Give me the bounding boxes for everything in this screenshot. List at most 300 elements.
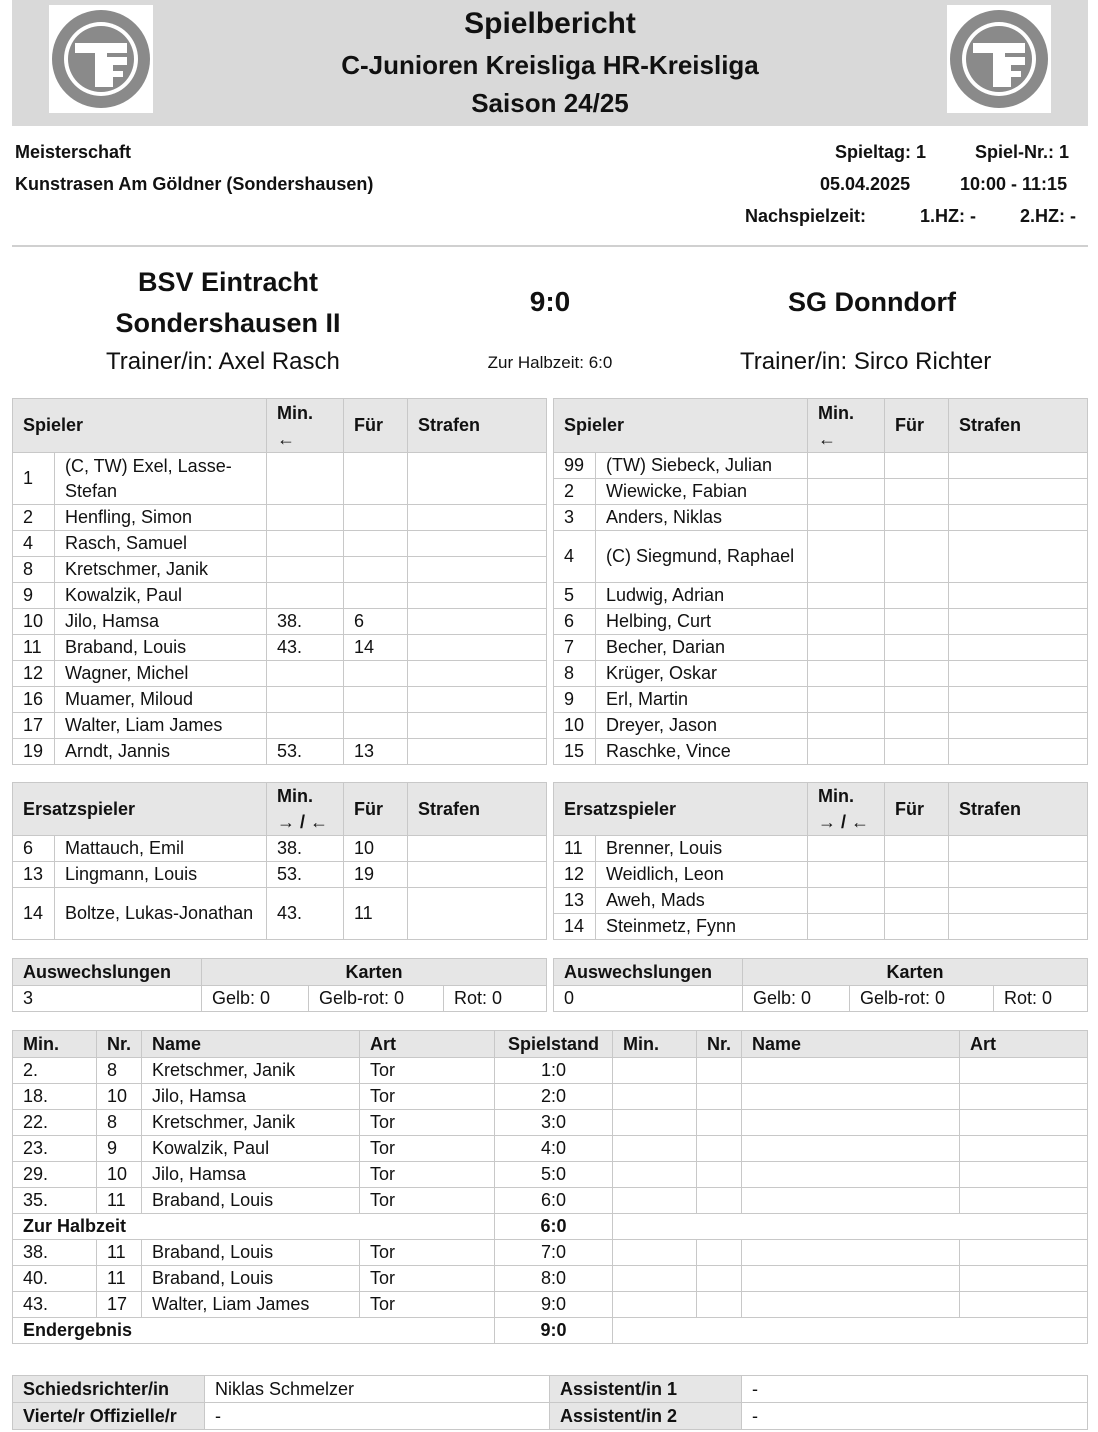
player-row <box>13 862 547 888</box>
venue: Kunstrasen Am Göldner (Sondershausen) <box>15 174 374 194</box>
goal-player-number: 10 <box>97 1084 142 1110</box>
away-goal-cell <box>697 1266 742 1292</box>
assistant2-label: Assistent/in 2 <box>550 1403 742 1430</box>
player-name: Weidlich, Leon <box>596 862 808 888</box>
col-minute-label: Min. <box>818 402 854 423</box>
player-row <box>13 836 547 862</box>
final-result-row <box>13 1318 1088 1344</box>
goal-player-number: 8 <box>97 1058 142 1084</box>
player-number: 9 <box>554 687 596 713</box>
player-name: Brenner, Louis <box>596 836 808 862</box>
penalties <box>949 453 1088 479</box>
sub-minute <box>808 609 885 635</box>
away-goal-cell <box>960 1162 1088 1188</box>
penalties <box>408 453 547 505</box>
penalties <box>408 531 547 557</box>
player-row <box>13 713 547 739</box>
penalties <box>949 713 1088 739</box>
col-minute <box>808 783 885 836</box>
player-number: 12 <box>13 661 55 687</box>
col-cards: Karten <box>202 959 547 986</box>
player-number: 6 <box>13 836 55 862</box>
away-goal-cell <box>960 1266 1088 1292</box>
player-name: Lingmann, Louis <box>55 862 267 888</box>
player-row <box>554 479 1088 505</box>
col-type-away: Art <box>960 1031 1088 1058</box>
away-goal-cell <box>742 1292 960 1318</box>
report-header <box>12 0 1088 126</box>
player-number: 10 <box>554 713 596 739</box>
sub-for <box>885 479 949 505</box>
player-number: 4 <box>13 531 55 557</box>
sub-minute <box>808 479 885 505</box>
col-for: Für <box>344 399 408 453</box>
sub-for <box>885 914 949 940</box>
col-substitutions: Auswechslungen <box>554 959 743 986</box>
penalties <box>949 609 1088 635</box>
sub-for <box>344 557 408 583</box>
goal-score: 4:0 <box>495 1136 613 1162</box>
match-date: 05.04.2025 <box>820 174 911 194</box>
goal-minute: 2. <box>13 1058 97 1084</box>
divider <box>12 245 1088 247</box>
goal-row <box>13 1266 1088 1292</box>
col-cards: Karten <box>743 959 1088 986</box>
player-name: Boltze, Lukas-Jonathan <box>55 888 267 940</box>
player-number: 9 <box>13 583 55 609</box>
player-name: Anders, Niklas <box>596 505 808 531</box>
col-penalties: Strafen <box>949 783 1088 836</box>
substitution-count: 3 <box>13 986 202 1012</box>
away-team-name: SG Donndorf <box>788 287 956 317</box>
penalties <box>949 635 1088 661</box>
sub-minute <box>808 505 885 531</box>
penalties <box>949 687 1088 713</box>
player-row <box>554 583 1088 609</box>
sub-minute: 38. <box>267 836 344 862</box>
sub-minute <box>267 713 344 739</box>
away-subs <box>554 836 1088 940</box>
player-number: 4 <box>554 531 596 583</box>
player-row <box>554 661 1088 687</box>
player-number: 8 <box>13 557 55 583</box>
yellow-cards: Gelb: 0 <box>743 986 850 1012</box>
player-row <box>554 914 1088 940</box>
table-header-row <box>554 783 1088 836</box>
home-team-line2: Sondershausen II <box>115 308 341 338</box>
away-goal-cell <box>697 1084 742 1110</box>
matchday: Spieltag: 1 <box>835 142 927 162</box>
penalties <box>949 583 1088 609</box>
away-goal-cell <box>613 1188 697 1214</box>
player-row <box>13 609 547 635</box>
col-minute <box>267 399 344 453</box>
player-name: Rasch, Samuel <box>55 531 267 557</box>
sub-for: 10 <box>344 836 408 862</box>
sub-for <box>885 531 949 583</box>
game-number: Spiel-Nr.: 1 <box>975 142 1070 162</box>
table-row <box>554 986 1088 1012</box>
match-time: 10:00 - 11:15 <box>960 174 1068 194</box>
goal-score: 5:0 <box>495 1162 613 1188</box>
player-row <box>13 531 547 557</box>
sub-minute <box>267 661 344 687</box>
sub-minute <box>808 531 885 583</box>
sub-for <box>344 713 408 739</box>
col-for: Für <box>885 783 949 836</box>
away-goal-cell <box>613 1162 697 1188</box>
goal-type: Tor <box>360 1084 495 1110</box>
goal-player-name: Walter, Liam James <box>142 1292 360 1318</box>
away-goal-cell <box>697 1188 742 1214</box>
player-row <box>13 661 547 687</box>
sub-for: 19 <box>344 862 408 888</box>
col-substitute: Ersatzspieler <box>554 783 808 836</box>
goal-player-name: Jilo, Hamsa <box>142 1084 360 1110</box>
substitution-count: 0 <box>554 986 743 1012</box>
empty-cell <box>613 1214 1088 1240</box>
player-number: 13 <box>554 888 596 914</box>
goal-player-name: Braband, Louis <box>142 1240 360 1266</box>
player-name: Krüger, Oskar <box>596 661 808 687</box>
arrows-in-out-icon: → / ← <box>277 812 329 832</box>
home-lineup-table <box>12 398 547 765</box>
player-number: 11 <box>13 635 55 661</box>
home-subs <box>13 836 547 940</box>
halftime-row <box>13 1214 1088 1240</box>
penalties <box>949 661 1088 687</box>
sub-for: 14 <box>344 635 408 661</box>
sub-minute <box>808 739 885 765</box>
goal-score: 3:0 <box>495 1110 613 1136</box>
goal-type: Tor <box>360 1292 495 1318</box>
penalties <box>949 862 1088 888</box>
sub-minute <box>267 505 344 531</box>
player-name: Wagner, Michel <box>55 661 267 687</box>
sub-for <box>885 836 949 862</box>
table-header-row <box>13 1031 1088 1058</box>
sub-for <box>885 453 949 479</box>
away-trainer: Trainer/in: Sirco Richter <box>740 348 992 375</box>
away-cards-table <box>553 958 1088 1012</box>
home-trainer: Trainer/in: Axel Rasch <box>106 348 340 375</box>
away-goal-cell <box>613 1058 697 1084</box>
officials-table <box>12 1375 1088 1430</box>
col-minute-label: Min. <box>277 402 313 423</box>
player-number: 6 <box>554 609 596 635</box>
away-goal-cell <box>697 1292 742 1318</box>
sub-for <box>885 505 949 531</box>
goal-row <box>13 1058 1088 1084</box>
player-name: Steinmetz, Fynn <box>596 914 808 940</box>
away-goal-cell <box>697 1240 742 1266</box>
player-name: Raschke, Vince <box>596 739 808 765</box>
sub-for <box>344 661 408 687</box>
away-goal-cell <box>960 1188 1088 1214</box>
goal-minute: 18. <box>13 1084 97 1110</box>
goal-type: Tor <box>360 1266 495 1292</box>
col-minute <box>808 399 885 453</box>
sub-for <box>885 635 949 661</box>
player-name: (TW) Siebeck, Julian <box>596 453 808 479</box>
player-number: 99 <box>554 453 596 479</box>
player-name: Muamer, Miloud <box>55 687 267 713</box>
away-goal-cell <box>960 1110 1088 1136</box>
penalties <box>408 713 547 739</box>
competition-type: Meisterschaft <box>15 142 132 162</box>
player-name: (C) Siegmund, Raphael <box>596 531 808 583</box>
goal-row <box>13 1240 1088 1266</box>
away-goal-cell <box>697 1136 742 1162</box>
goal-score: 2:0 <box>495 1084 613 1110</box>
goal-player-number: 11 <box>97 1266 142 1292</box>
sub-minute <box>808 713 885 739</box>
away-goal-cell <box>613 1266 697 1292</box>
yellow-cards: Gelb: 0 <box>202 986 309 1012</box>
sub-minute <box>808 583 885 609</box>
player-number: 10 <box>13 609 55 635</box>
player-name: Wiewicke, Fabian <box>596 479 808 505</box>
sub-for <box>344 505 408 531</box>
away-goal-cell <box>742 1110 960 1136</box>
col-penalties: Strafen <box>408 399 547 453</box>
goal-score: 6:0 <box>495 1188 613 1214</box>
player-row <box>13 505 547 531</box>
goal-player-name: Kretschmer, Janik <box>142 1110 360 1136</box>
player-row <box>13 583 547 609</box>
col-name-away: Name <box>742 1031 960 1058</box>
away-goal-cell <box>960 1058 1088 1084</box>
sub-minute: 53. <box>267 739 344 765</box>
goal-player-name: Braband, Louis <box>142 1188 360 1214</box>
away-goal-cell <box>742 1136 960 1162</box>
away-goal-cell <box>742 1058 960 1084</box>
goal-row <box>13 1162 1088 1188</box>
player-name: Erl, Martin <box>596 687 808 713</box>
away-goal-cell <box>613 1084 697 1110</box>
home-cards-table <box>12 958 547 1012</box>
sub-for <box>885 687 949 713</box>
extra-time-second-half: 2.HZ: - <box>1020 206 1076 226</box>
sub-for <box>344 453 408 505</box>
away-subs-table <box>553 782 1088 940</box>
goal-minute: 22. <box>13 1110 97 1136</box>
goal-minute: 29. <box>13 1162 97 1188</box>
yellow-red-cards: Gelb-rot: 0 <box>309 986 444 1012</box>
arrow-left-icon: ← <box>818 428 836 449</box>
penalties <box>408 739 547 765</box>
penalties <box>949 739 1088 765</box>
arrow-left-icon: ← <box>277 428 295 449</box>
col-type: Art <box>360 1031 495 1058</box>
penalties <box>408 836 547 862</box>
player-row <box>554 862 1088 888</box>
goal-type: Tor <box>360 1110 495 1136</box>
away-goal-cell <box>697 1058 742 1084</box>
goal-player-number: 10 <box>97 1162 142 1188</box>
goal-minute: 23. <box>13 1136 97 1162</box>
col-minute <box>267 783 344 836</box>
yellow-red-cards: Gelb-rot: 0 <box>850 986 994 1012</box>
player-name: Aweh, Mads <box>596 888 808 914</box>
goal-type: Tor <box>360 1136 495 1162</box>
goal-minute: 43. <box>13 1292 97 1318</box>
referee-name: Niklas Schmelzer <box>205 1376 550 1403</box>
penalties <box>408 609 547 635</box>
away-goal-cell <box>742 1084 960 1110</box>
goal-player-number: 11 <box>97 1188 142 1214</box>
goal-player-name: Jilo, Hamsa <box>142 1162 360 1188</box>
sub-for <box>885 583 949 609</box>
player-number: 19 <box>13 739 55 765</box>
penalties <box>949 888 1088 914</box>
away-goal-cell <box>613 1136 697 1162</box>
sub-minute <box>808 687 885 713</box>
penalties <box>408 635 547 661</box>
sub-minute: 38. <box>267 609 344 635</box>
table-header-row <box>13 959 547 986</box>
home-subs-table <box>12 782 547 940</box>
away-goal-cell <box>697 1162 742 1188</box>
sub-for <box>885 888 949 914</box>
penalties <box>949 836 1088 862</box>
sub-for <box>885 739 949 765</box>
away-goal-cell <box>697 1110 742 1136</box>
player-name: Dreyer, Jason <box>596 713 808 739</box>
player-row <box>554 713 1088 739</box>
arrows-in-out-icon: → / ← <box>818 812 870 832</box>
player-row <box>554 635 1088 661</box>
sub-minute <box>808 888 885 914</box>
report-title: Spielbericht <box>464 7 636 40</box>
away-goal-cell <box>613 1110 697 1136</box>
player-number: 11 <box>554 836 596 862</box>
away-goal-cell <box>960 1240 1088 1266</box>
away-goal-cell <box>960 1136 1088 1162</box>
col-for: Für <box>885 399 949 453</box>
final-score: 9:0 <box>529 286 571 317</box>
goal-type: Tor <box>360 1058 495 1084</box>
player-name: Becher, Darian <box>596 635 808 661</box>
home-team-line1: BSV Eintracht <box>137 267 319 297</box>
away-goal-cell <box>613 1240 697 1266</box>
player-row <box>13 453 547 505</box>
goal-type: Tor <box>360 1162 495 1188</box>
sub-minute <box>267 687 344 713</box>
halftime-row-label: Zur Halbzeit <box>13 1214 495 1240</box>
player-number: 3 <box>554 505 596 531</box>
table-header-row <box>13 783 547 836</box>
penalties <box>408 888 547 940</box>
player-name: Helbing, Curt <box>596 609 808 635</box>
player-name: (C, TW) Exel, Lasse-Stefan <box>55 453 267 505</box>
player-row <box>554 453 1088 479</box>
table-header-row <box>554 399 1088 453</box>
away-goal-cell <box>960 1084 1088 1110</box>
col-penalties: Strafen <box>949 399 1088 453</box>
goal-player-number: 9 <box>97 1136 142 1162</box>
goal-row <box>13 1084 1088 1110</box>
goal-player-number: 11 <box>97 1240 142 1266</box>
penalties <box>408 557 547 583</box>
extra-time-first-half: 1.HZ: - <box>920 206 976 226</box>
penalties <box>408 583 547 609</box>
sub-for <box>885 661 949 687</box>
player-row <box>554 609 1088 635</box>
away-lineup-table <box>553 398 1088 765</box>
red-cards: Rot: 0 <box>444 986 547 1012</box>
sub-minute <box>267 557 344 583</box>
player-name: Henfling, Simon <box>55 505 267 531</box>
away-goal-cell <box>742 1266 960 1292</box>
player-name: Arndt, Jannis <box>55 739 267 765</box>
goal-score: 7:0 <box>495 1240 613 1266</box>
table-header-row <box>554 959 1088 986</box>
sub-for: 13 <box>344 739 408 765</box>
red-cards: Rot: 0 <box>994 986 1088 1012</box>
assistant1-name: - <box>742 1376 1088 1403</box>
penalties <box>949 914 1088 940</box>
col-substitutions: Auswechslungen <box>13 959 202 986</box>
away-players <box>554 453 1088 765</box>
player-name: Jilo, Hamsa <box>55 609 267 635</box>
goal-row <box>13 1292 1088 1318</box>
goal-score: 1:0 <box>495 1058 613 1084</box>
goal-row <box>13 1136 1088 1162</box>
goal-minute: 35. <box>13 1188 97 1214</box>
player-row <box>13 687 547 713</box>
penalties <box>949 531 1088 583</box>
sub-for <box>344 687 408 713</box>
player-number: 16 <box>13 687 55 713</box>
sub-minute <box>808 862 885 888</box>
col-score: Spielstand <box>495 1031 613 1058</box>
col-minute-label: Min. <box>818 786 854 806</box>
player-number: 13 <box>13 862 55 888</box>
player-row <box>554 836 1088 862</box>
player-row <box>554 888 1088 914</box>
player-number: 8 <box>554 661 596 687</box>
final-result-row-score: 9:0 <box>495 1318 613 1344</box>
sub-minute <box>267 453 344 505</box>
col-player: Spieler <box>554 399 808 453</box>
goal-row <box>13 1188 1088 1214</box>
referee-label: Schiedsrichter/in <box>13 1376 205 1403</box>
goal-row <box>13 1110 1088 1136</box>
sub-for <box>885 713 949 739</box>
sub-minute: 43. <box>267 635 344 661</box>
col-penalties: Strafen <box>408 783 547 836</box>
col-substitute: Ersatzspieler <box>13 783 267 836</box>
halftime-row-score: 6:0 <box>495 1214 613 1240</box>
sub-for <box>885 609 949 635</box>
col-min-away: Min. <box>613 1031 697 1058</box>
player-name: Ludwig, Adrian <box>596 583 808 609</box>
home-team-name <box>78 262 378 344</box>
sub-minute <box>808 453 885 479</box>
player-row <box>554 505 1088 531</box>
penalties <box>408 661 547 687</box>
player-number: 17 <box>13 713 55 739</box>
goal-player-name: Kretschmer, Janik <box>142 1058 360 1084</box>
player-number: 14 <box>554 914 596 940</box>
season: Saison 24/25 <box>471 88 629 118</box>
sub-for <box>344 531 408 557</box>
goal-minute: 38. <box>13 1240 97 1266</box>
player-row <box>13 888 547 940</box>
goals-body <box>13 1058 1088 1344</box>
col-nr-away: Nr. <box>697 1031 742 1058</box>
